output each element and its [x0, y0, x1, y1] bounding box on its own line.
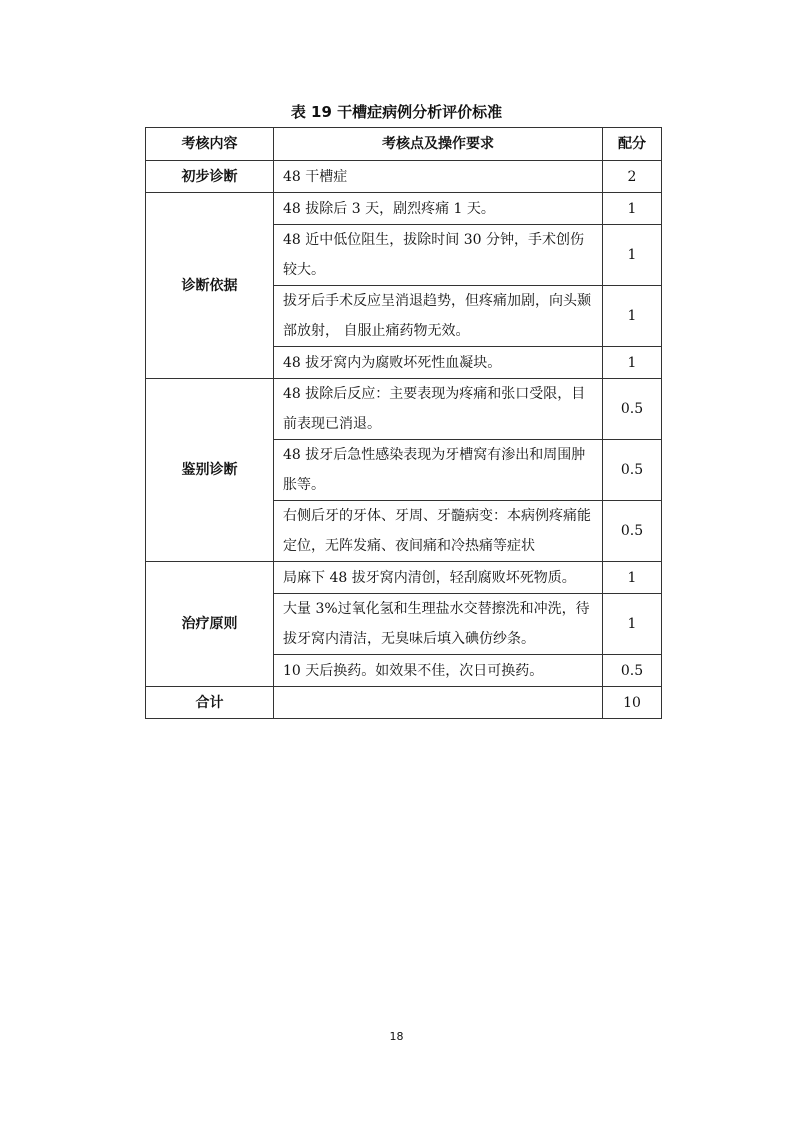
- requirement-cell: 右侧后牙的牙体、牙周、牙髓病变：本病例疼痛能定位，无阵发痛、夜间痛和冷热痛等症状: [274, 501, 603, 562]
- category-cell: 诊断依据: [146, 193, 274, 379]
- header-row: [146, 128, 662, 161]
- score-cell: 0.5: [603, 379, 662, 440]
- requirement-cell: 48 拔牙后急性感染表现为牙槽窝有渗出和周围肿胀等。: [274, 440, 603, 501]
- score-cell: 1: [603, 562, 662, 594]
- score-cell: 2: [603, 161, 662, 193]
- requirement-cell: 48 拔除后反应：主要表现为疼痛和张口受限，目前表现已消退。: [274, 379, 603, 440]
- requirement-cell: 10 天后换药。如效果不佳，次日可换药。: [274, 655, 603, 687]
- score-cell: 1: [603, 286, 662, 347]
- total-score: 10: [603, 687, 662, 719]
- requirement-cell: 大量 3%过氧化氢和生理盐水交替擦洗和冲洗，待拔牙窝内清洁，无臭味后填入碘仿纱条。: [274, 594, 603, 655]
- category-cell: 初步诊断: [146, 161, 274, 193]
- score-cell: 1: [603, 347, 662, 379]
- table-row: [146, 161, 662, 193]
- category-cell: 治疗原则: [146, 562, 274, 687]
- category-cell: 鉴别诊断: [146, 379, 274, 562]
- score-cell: 0.5: [603, 655, 662, 687]
- requirement-cell: 48 干槽症: [274, 161, 603, 193]
- score-cell: 1: [603, 193, 662, 225]
- requirement-cell: 48 拔牙窝内为腐败坏死性血凝块。: [274, 347, 603, 379]
- requirement-cell: 48 拔除后 3 天，剧烈疼痛 1 天。: [274, 193, 603, 225]
- header-content: 考核内容: [146, 128, 274, 161]
- total-label: 合计: [146, 687, 274, 719]
- score-cell: 1: [603, 225, 662, 286]
- table-row: [146, 562, 662, 594]
- page-number: 18: [389, 1030, 404, 1043]
- evaluation-table: [145, 127, 662, 719]
- table-row: [146, 379, 662, 440]
- score-cell: 0.5: [603, 501, 662, 562]
- total-row: [146, 687, 662, 719]
- header-requirements: 考核点及操作要求: [274, 128, 603, 161]
- score-cell: 1: [603, 594, 662, 655]
- header-score: 配分: [603, 128, 662, 161]
- requirement-cell: 48 近中低位阻生，拔除时间 30 分钟，手术创伤较大。: [274, 225, 603, 286]
- table-title: 表 19 干槽症病例分析评价标准: [290, 103, 503, 121]
- total-requirement-cell: [274, 687, 603, 719]
- requirement-cell: 局麻下 48 拔牙窝内清创，轻刮腐败坏死物质。: [274, 562, 603, 594]
- score-cell: 0.5: [603, 440, 662, 501]
- requirement-cell: 拔牙后手术反应呈消退趋势，但疼痛加剧，向头颞部放射， 自服止痛药物无效。: [274, 286, 603, 347]
- table-row: [146, 193, 662, 225]
